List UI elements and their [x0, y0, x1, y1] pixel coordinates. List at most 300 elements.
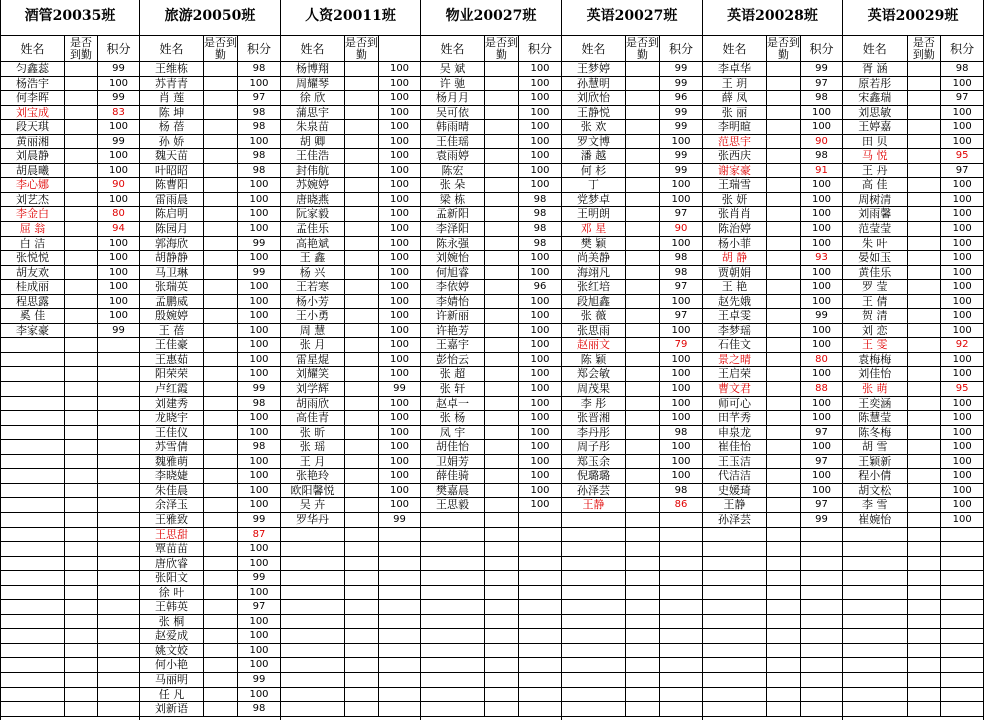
attendance-cell[interactable] [64, 542, 97, 556]
score-cell[interactable]: 98 [237, 164, 280, 178]
score-cell[interactable]: 100 [97, 295, 139, 309]
attendance-cell[interactable] [625, 557, 659, 571]
attendance-cell[interactable] [64, 237, 97, 251]
student-name-cell[interactable]: 赵卓一 [436, 396, 469, 410]
attendance-cell[interactable] [203, 324, 237, 338]
student-name-cell[interactable]: 王启荣 [718, 367, 751, 381]
score-cell[interactable] [800, 702, 842, 716]
attendance-cell[interactable] [64, 644, 97, 658]
student-name-cell[interactable]: 王梦婷 [577, 62, 610, 75]
student-name-cell[interactable]: 李心娜 [16, 178, 49, 192]
attendance-cell[interactable] [625, 382, 659, 396]
score-cell[interactable] [97, 557, 139, 571]
student-name-cell[interactable]: 王瑞雪 [718, 178, 751, 192]
student-name-cell[interactable]: 晏如玉 [858, 251, 892, 265]
student-name-cell[interactable] [562, 542, 625, 556]
score-cell[interactable]: 100 [237, 193, 280, 207]
student-name-cell[interactable]: 李卓华 [718, 62, 751, 75]
student-name-cell[interactable]: 贺 清 [862, 309, 888, 323]
attendance-cell[interactable] [203, 164, 237, 178]
student-name-cell[interactable]: 魏雅萌 [155, 454, 188, 468]
attendance-cell[interactable] [203, 455, 237, 469]
student-name-cell[interactable]: 王思甜 [155, 527, 188, 541]
student-name-cell[interactable] [843, 615, 907, 629]
score-cell[interactable]: 100 [518, 295, 561, 309]
attendance-cell[interactable] [64, 571, 97, 585]
attendance-cell[interactable] [344, 324, 378, 338]
score-cell[interactable] [518, 557, 561, 571]
attendance-cell[interactable] [64, 411, 97, 425]
score-cell[interactable]: 99 [800, 62, 842, 76]
student-name-cell[interactable]: 王 月 [299, 454, 326, 468]
attendance-cell[interactable] [203, 149, 237, 163]
score-cell[interactable] [378, 629, 420, 643]
score-cell[interactable]: 100 [378, 91, 420, 105]
student-name-cell[interactable]: 薛 凤 [721, 91, 748, 105]
student-name-cell[interactable]: 孟佳乐 [296, 222, 329, 236]
student-name-cell[interactable] [843, 542, 907, 556]
score-cell[interactable]: 100 [237, 411, 280, 425]
score-cell[interactable] [378, 586, 420, 600]
score-cell[interactable]: 100 [800, 367, 842, 381]
attendance-cell[interactable] [625, 237, 659, 251]
score-cell[interactable]: 100 [659, 397, 702, 411]
attendance-cell[interactable] [344, 251, 378, 265]
score-cell[interactable]: 99 [237, 513, 280, 527]
attendance-cell[interactable] [907, 586, 941, 600]
score-cell[interactable]: 100 [237, 557, 280, 571]
score-cell[interactable]: 100 [378, 207, 420, 221]
score-cell[interactable] [97, 702, 139, 716]
score-cell[interactable]: 100 [237, 77, 280, 91]
score-cell[interactable]: 97 [237, 91, 280, 105]
attendance-cell[interactable] [625, 528, 659, 542]
score-cell[interactable]: 97 [800, 77, 842, 91]
student-name-cell[interactable]: 马卫琳 [155, 265, 188, 279]
student-name-cell[interactable]: 罗华丹 [296, 512, 329, 526]
student-name-cell[interactable]: 肖 莲 [158, 91, 185, 105]
attendance-cell[interactable] [484, 528, 518, 542]
attendance-cell[interactable] [766, 440, 800, 454]
attendance-cell[interactable] [64, 222, 97, 236]
attendance-cell[interactable] [907, 455, 941, 469]
student-name-cell[interactable]: 阮家毅 [296, 207, 329, 221]
score-cell[interactable]: 100 [940, 324, 983, 338]
score-cell[interactable] [378, 528, 420, 542]
score-cell[interactable]: 100 [518, 338, 561, 352]
student-name-cell[interactable] [281, 571, 344, 585]
attendance-cell[interactable] [64, 353, 97, 367]
student-name-cell[interactable] [1, 367, 64, 381]
attendance-cell[interactable] [625, 469, 659, 483]
student-name-cell[interactable]: 欧阳馨悦 [290, 483, 335, 497]
attendance-cell[interactable] [64, 484, 97, 498]
student-name-cell[interactable]: 孙泽芸 [577, 483, 610, 497]
attendance-cell[interactable] [766, 455, 800, 469]
score-cell[interactable]: 99 [800, 513, 842, 527]
score-cell[interactable]: 100 [237, 178, 280, 192]
attendance-cell[interactable] [203, 280, 237, 294]
student-name-cell[interactable]: 梁 栋 [439, 192, 466, 206]
attendance-cell[interactable] [344, 702, 378, 716]
score-cell[interactable]: 100 [378, 397, 420, 411]
attendance-cell[interactable] [344, 280, 378, 294]
attendance-cell[interactable] [203, 62, 237, 76]
student-name-cell[interactable] [703, 702, 766, 716]
student-name-cell[interactable] [421, 513, 484, 527]
student-name-cell[interactable] [421, 557, 484, 571]
student-name-cell[interactable]: 阳荣荣 [155, 367, 188, 381]
student-name-cell[interactable]: 孟鹏威 [155, 294, 188, 308]
student-name-cell[interactable]: 郑会敏 [577, 367, 610, 381]
student-name-cell[interactable]: 李婧怡 [436, 294, 469, 308]
student-name-cell[interactable]: 张瑞英 [155, 280, 188, 294]
student-name-cell[interactable] [703, 644, 766, 658]
student-name-cell[interactable] [843, 688, 907, 702]
student-name-cell[interactable]: 陈 坤 [158, 105, 185, 119]
student-name-cell[interactable]: 张 丽 [721, 105, 748, 119]
attendance-cell[interactable] [625, 295, 659, 309]
score-cell[interactable]: 100 [518, 62, 561, 76]
attendance-cell[interactable] [907, 164, 941, 178]
score-cell[interactable] [97, 600, 139, 614]
attendance-cell[interactable] [64, 397, 97, 411]
attendance-cell[interactable] [484, 367, 518, 381]
score-cell[interactable]: 99 [97, 62, 139, 76]
attendance-cell[interactable] [907, 513, 941, 527]
score-cell[interactable]: 98 [940, 62, 983, 76]
score-cell[interactable]: 87 [237, 528, 280, 542]
student-name-cell[interactable]: 潘 越 [580, 149, 607, 163]
student-name-cell[interactable] [843, 673, 907, 687]
student-name-cell[interactable] [1, 629, 64, 643]
attendance-cell[interactable] [64, 178, 97, 192]
score-cell[interactable] [97, 644, 139, 658]
student-name-cell[interactable]: 崔佳怡 [718, 440, 751, 454]
student-name-cell[interactable]: 张西庆 [718, 149, 751, 163]
score-cell[interactable]: 98 [237, 440, 280, 454]
score-cell[interactable]: 100 [518, 411, 561, 425]
student-name-cell[interactable]: 王玉洁 [718, 454, 751, 468]
score-cell[interactable]: 100 [378, 237, 420, 251]
attendance-cell[interactable] [344, 571, 378, 585]
score-cell[interactable]: 100 [378, 309, 420, 323]
score-cell[interactable] [800, 658, 842, 672]
attendance-cell[interactable] [766, 586, 800, 600]
score-cell[interactable]: 100 [237, 688, 280, 702]
score-cell[interactable]: 98 [518, 193, 561, 207]
student-name-cell[interactable]: 白 洁 [19, 236, 46, 250]
score-cell[interactable]: 98 [518, 222, 561, 236]
attendance-cell[interactable] [203, 469, 237, 483]
student-name-cell[interactable]: 王颖新 [858, 454, 892, 468]
student-name-cell[interactable]: 刘宝成 [16, 105, 49, 119]
score-cell[interactable]: 100 [378, 498, 420, 512]
student-name-cell[interactable]: 刘新语 [155, 702, 188, 716]
student-name-cell[interactable]: 王佳瑶 [436, 134, 469, 148]
attendance-cell[interactable] [484, 688, 518, 702]
attendance-cell[interactable] [344, 135, 378, 149]
student-name-cell[interactable]: 王雅致 [155, 512, 188, 526]
student-name-cell[interactable]: 王 雯 [862, 338, 888, 352]
attendance-cell[interactable] [907, 426, 941, 440]
student-name-cell[interactable]: 苏青青 [155, 76, 188, 90]
student-name-cell[interactable]: 邓 星 [580, 222, 607, 236]
attendance-cell[interactable] [484, 513, 518, 527]
student-name-cell[interactable]: 宋鑫瑞 [858, 91, 892, 105]
student-name-cell[interactable]: 周树清 [858, 192, 892, 206]
student-name-cell[interactable] [562, 557, 625, 571]
score-cell[interactable]: 100 [518, 469, 561, 483]
score-cell[interactable]: 95 [940, 149, 983, 163]
score-cell[interactable]: 100 [378, 62, 420, 76]
score-cell[interactable]: 97 [800, 498, 842, 512]
attendance-cell[interactable] [484, 207, 518, 221]
score-cell[interactable]: 98 [518, 207, 561, 221]
attendance-cell[interactable] [484, 266, 518, 280]
score-cell[interactable]: 99 [659, 106, 702, 120]
score-cell[interactable]: 100 [237, 426, 280, 440]
student-name-cell[interactable]: 李家豪 [16, 323, 49, 337]
score-cell[interactable]: 100 [518, 324, 561, 338]
score-cell[interactable]: 100 [940, 222, 983, 236]
score-cell[interactable] [518, 702, 561, 716]
student-name-cell[interactable]: 苏婉婷 [296, 178, 329, 192]
student-name-cell[interactable]: 何 杉 [580, 163, 607, 177]
student-name-cell[interactable] [562, 702, 625, 716]
attendance-cell[interactable] [203, 658, 237, 672]
score-cell[interactable]: 99 [97, 324, 139, 338]
attendance-cell[interactable] [625, 411, 659, 425]
attendance-cell[interactable] [625, 207, 659, 221]
student-name-cell[interactable]: 王静 [582, 498, 605, 512]
student-name-cell[interactable]: 张 月 [299, 338, 326, 352]
attendance-cell[interactable] [484, 455, 518, 469]
score-cell[interactable] [940, 542, 983, 556]
score-cell[interactable] [97, 353, 139, 367]
student-name-cell[interactable]: 赵先娥 [718, 294, 751, 308]
attendance-cell[interactable] [625, 629, 659, 643]
score-cell[interactable]: 100 [940, 353, 983, 367]
score-cell[interactable] [940, 688, 983, 702]
student-name-cell[interactable]: 王惠茹 [155, 352, 188, 366]
attendance-cell[interactable] [484, 77, 518, 91]
score-cell[interactable]: 100 [378, 411, 420, 425]
student-name-cell[interactable]: 王小勇 [296, 309, 329, 323]
attendance-cell[interactable] [344, 237, 378, 251]
attendance-cell[interactable] [766, 673, 800, 687]
attendance-cell[interactable] [484, 440, 518, 454]
attendance-cell[interactable] [766, 367, 800, 381]
attendance-cell[interactable] [907, 702, 941, 716]
attendance-cell[interactable] [907, 338, 941, 352]
student-name-cell[interactable]: 胡晨曦 [16, 163, 49, 177]
student-name-cell[interactable]: 周耀琴 [296, 76, 329, 90]
attendance-cell[interactable] [344, 673, 378, 687]
attendance-cell[interactable] [766, 338, 800, 352]
score-cell[interactable] [378, 615, 420, 629]
attendance-cell[interactable] [64, 77, 97, 91]
student-name-cell[interactable] [1, 644, 64, 658]
student-name-cell[interactable]: 刘学辉 [296, 382, 329, 396]
attendance-cell[interactable] [64, 62, 97, 76]
attendance-cell[interactable] [64, 469, 97, 483]
attendance-cell[interactable] [484, 702, 518, 716]
student-name-cell[interactable]: 许 驰 [439, 76, 466, 90]
attendance-cell[interactable] [344, 469, 378, 483]
student-name-cell[interactable]: 王 鑫 [299, 251, 326, 265]
score-cell[interactable]: 100 [940, 513, 983, 527]
attendance-cell[interactable] [484, 469, 518, 483]
student-name-cell[interactable]: 田 贝 [862, 134, 888, 148]
score-cell[interactable]: 100 [518, 120, 561, 134]
student-name-cell[interactable] [562, 615, 625, 629]
student-name-cell[interactable]: 高佳青 [296, 411, 329, 425]
attendance-cell[interactable] [907, 469, 941, 483]
student-name-cell[interactable]: 卢红霞 [155, 382, 188, 396]
student-name-cell[interactable] [1, 484, 64, 498]
student-name-cell[interactable] [421, 644, 484, 658]
student-name-cell[interactable] [281, 542, 344, 556]
attendance-cell[interactable] [344, 295, 378, 309]
score-cell[interactable]: 100 [940, 178, 983, 192]
attendance-cell[interactable] [203, 367, 237, 381]
student-name-cell[interactable] [281, 673, 344, 687]
student-name-cell[interactable] [1, 673, 64, 687]
student-name-cell[interactable]: 任 凡 [158, 687, 185, 701]
score-cell[interactable]: 100 [97, 280, 139, 294]
student-name-cell[interactable] [1, 702, 64, 716]
score-cell[interactable]: 99 [378, 513, 420, 527]
student-name-cell[interactable] [421, 615, 484, 629]
score-cell[interactable] [97, 338, 139, 352]
attendance-cell[interactable] [484, 193, 518, 207]
score-cell[interactable] [378, 600, 420, 614]
student-name-cell[interactable] [843, 629, 907, 643]
score-cell[interactable]: 90 [659, 222, 702, 236]
attendance-cell[interactable] [484, 338, 518, 352]
score-cell[interactable] [97, 586, 139, 600]
attendance-cell[interactable] [203, 571, 237, 585]
attendance-cell[interactable] [907, 193, 941, 207]
student-name-cell[interactable]: 韩雨晴 [436, 120, 469, 134]
score-cell[interactable]: 100 [940, 120, 983, 134]
score-cell[interactable]: 100 [378, 135, 420, 149]
score-cell[interactable] [659, 688, 702, 702]
attendance-cell[interactable] [766, 397, 800, 411]
student-name-cell[interactable]: 周茂果 [577, 382, 610, 396]
attendance-cell[interactable] [344, 455, 378, 469]
student-name-cell[interactable] [1, 382, 64, 396]
attendance-cell[interactable] [344, 164, 378, 178]
score-cell[interactable]: 100 [940, 367, 983, 381]
score-cell[interactable]: 100 [800, 397, 842, 411]
attendance-cell[interactable] [907, 120, 941, 134]
attendance-cell[interactable] [203, 178, 237, 192]
student-name-cell[interactable]: 申泉龙 [718, 425, 751, 439]
attendance-cell[interactable] [64, 106, 97, 120]
student-name-cell[interactable]: 赵爱成 [155, 629, 188, 643]
student-name-cell[interactable]: 杨月月 [436, 91, 469, 105]
score-cell[interactable]: 100 [518, 135, 561, 149]
student-name-cell[interactable]: 何旭睿 [436, 265, 469, 279]
attendance-cell[interactable] [344, 411, 378, 425]
score-cell[interactable]: 100 [940, 77, 983, 91]
student-name-cell[interactable]: 刘雨馨 [858, 207, 892, 221]
attendance-cell[interactable] [484, 280, 518, 294]
attendance-cell[interactable] [907, 62, 941, 76]
attendance-cell[interactable] [907, 658, 941, 672]
score-cell[interactable] [378, 688, 420, 702]
attendance-cell[interactable] [766, 77, 800, 91]
score-cell[interactable]: 100 [237, 542, 280, 556]
student-name-cell[interactable]: 王韩英 [155, 600, 188, 614]
student-name-cell[interactable]: 李晓婕 [155, 469, 188, 483]
attendance-cell[interactable] [907, 397, 941, 411]
student-name-cell[interactable]: 张 瑶 [299, 440, 326, 454]
student-name-cell[interactable]: 杨小芳 [296, 294, 329, 308]
student-name-cell[interactable]: 彭怡云 [436, 352, 469, 366]
attendance-cell[interactable] [344, 367, 378, 381]
score-cell[interactable]: 100 [659, 367, 702, 381]
attendance-cell[interactable] [766, 542, 800, 556]
student-name-cell[interactable]: 桂成丽 [16, 280, 49, 294]
attendance-cell[interactable] [907, 324, 941, 338]
student-name-cell[interactable] [421, 571, 484, 585]
score-cell[interactable] [97, 658, 139, 672]
attendance-cell[interactable] [907, 411, 941, 425]
attendance-cell[interactable] [907, 571, 941, 585]
score-cell[interactable]: 100 [378, 120, 420, 134]
score-cell[interactable]: 100 [378, 77, 420, 91]
score-cell[interactable]: 98 [659, 266, 702, 280]
attendance-cell[interactable] [344, 513, 378, 527]
attendance-cell[interactable] [203, 382, 237, 396]
attendance-cell[interactable] [625, 178, 659, 192]
student-name-cell[interactable]: 刘晨静 [16, 149, 49, 163]
student-name-cell[interactable]: 崔婉怡 [858, 512, 892, 526]
student-name-cell[interactable] [703, 658, 766, 672]
attendance-cell[interactable] [625, 193, 659, 207]
attendance-cell[interactable] [766, 513, 800, 527]
score-cell[interactable]: 100 [378, 324, 420, 338]
attendance-cell[interactable] [907, 251, 941, 265]
attendance-cell[interactable] [344, 528, 378, 542]
attendance-cell[interactable] [625, 338, 659, 352]
score-cell[interactable]: 98 [518, 237, 561, 251]
attendance-cell[interactable] [484, 586, 518, 600]
student-name-cell[interactable]: 封伟航 [296, 163, 329, 177]
score-cell[interactable]: 100 [659, 469, 702, 483]
student-name-cell[interactable]: 刘耀笑 [296, 367, 329, 381]
attendance-cell[interactable] [203, 411, 237, 425]
score-cell[interactable] [97, 397, 139, 411]
score-cell[interactable] [97, 542, 139, 556]
score-cell[interactable]: 100 [940, 426, 983, 440]
score-cell[interactable]: 99 [659, 77, 702, 91]
score-cell[interactable]: 100 [378, 193, 420, 207]
attendance-cell[interactable] [344, 688, 378, 702]
attendance-cell[interactable] [766, 688, 800, 702]
attendance-cell[interactable] [907, 207, 941, 221]
score-cell[interactable]: 97 [659, 309, 702, 323]
attendance-cell[interactable] [64, 615, 97, 629]
score-cell[interactable] [659, 702, 702, 716]
student-name-cell[interactable]: 孙泽芸 [718, 512, 751, 526]
score-cell[interactable] [518, 571, 561, 585]
attendance-cell[interactable] [484, 106, 518, 120]
student-name-cell[interactable]: 黄丽湘 [16, 134, 49, 148]
